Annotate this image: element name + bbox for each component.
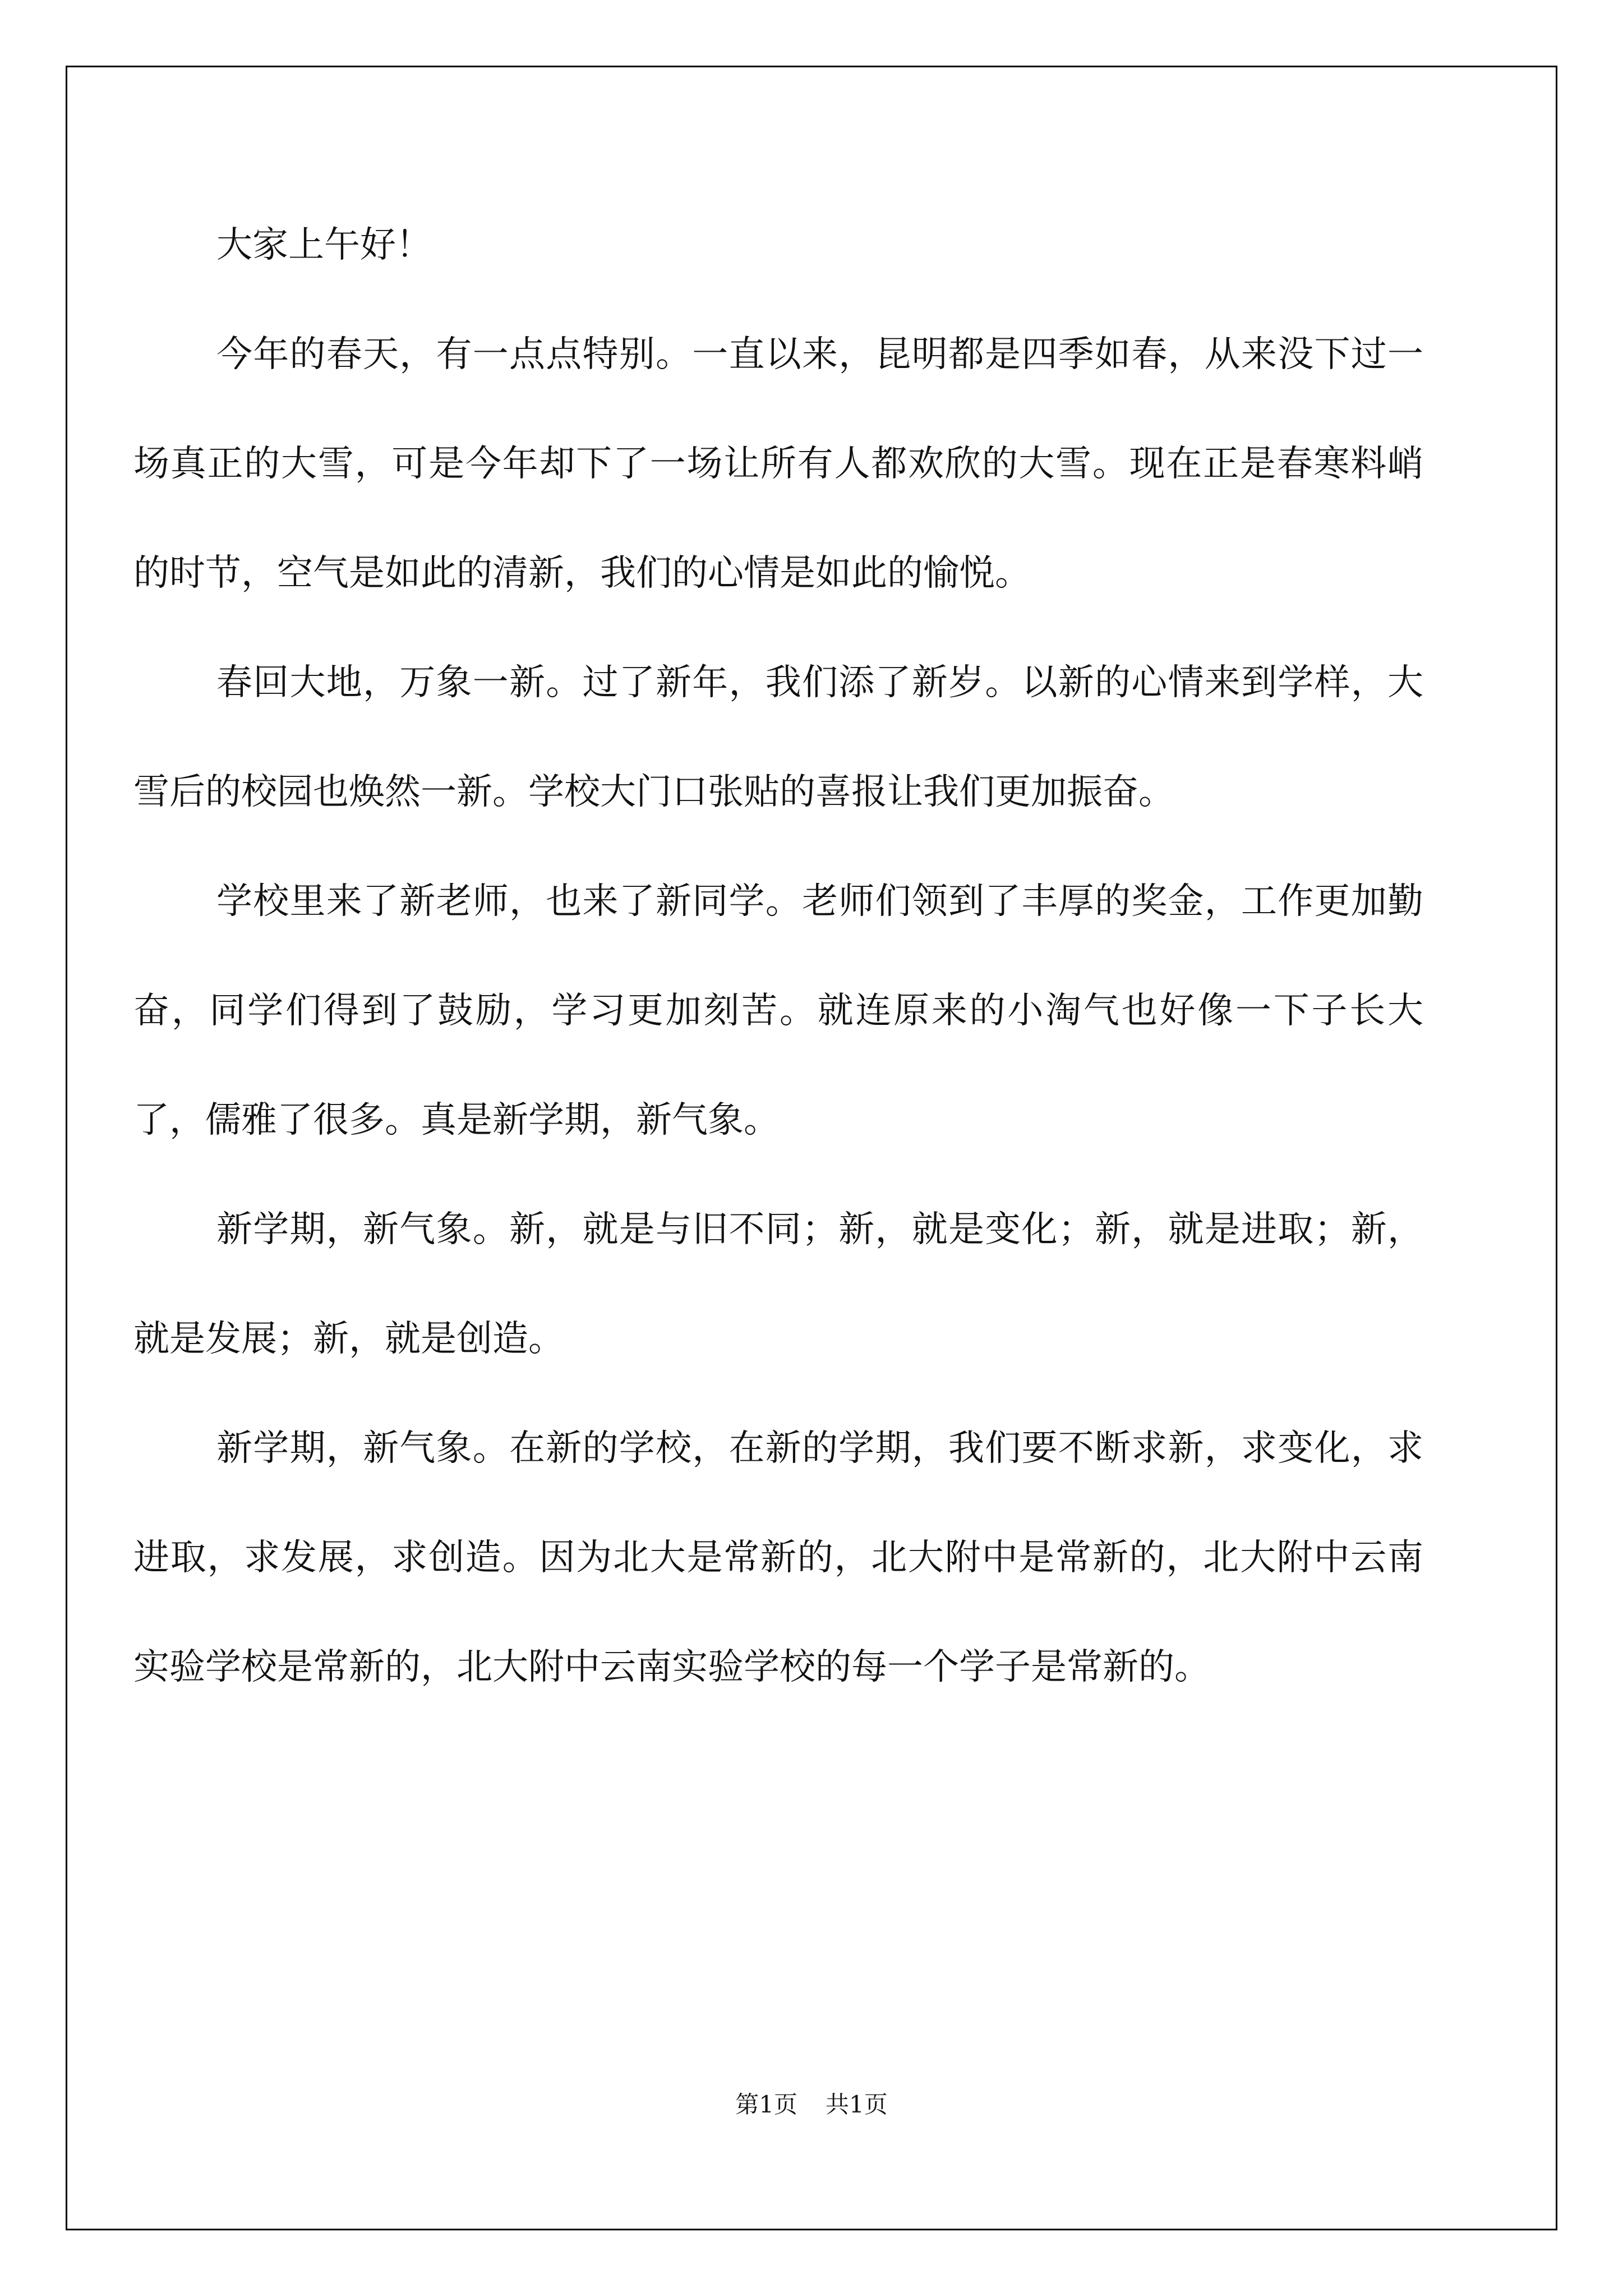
page-footer xyxy=(0,2088,1623,2122)
paragraph-spring: 今年的春天，有一点点特别。一直以来，昆明都是四季如春，从来没下过一场真正的大雪，可是今年却下了一场让所有人都欢欣的大雪。现在正是春寒料峭的时节，空气是如此的清新，我们的心情是如此的愉悦。 xyxy=(133,334,1423,594)
paragraph-greeting: 大家上午好！ xyxy=(216,224,432,266)
paragraph-seek-new: 新学期，新气象。在新的学校，在新的学期，我们要不断求新，求变化，求进取，求发展，求创造。因为北大是常新的，北大附中是常新的，北大附中云南实验学校是常新的，北大附中云南实验学校的每一个学子是常新的。 xyxy=(133,1428,1423,1688)
page-number-total: 共1页 xyxy=(826,2091,888,2118)
paragraph-meaning-of-new: 新学期，新气象。新，就是与旧不同；新，就是变化；新，就是进取；新，就是发展；新，就是创造。 xyxy=(133,1209,1423,1360)
document-body xyxy=(133,191,1423,1722)
paragraph-new-year: 春回大地，万象一新。过了新年，我们添了新岁。以新的心情来到学样，大雪后的校园也焕然一新。学校大门口张贴的喜报让我们更加振奋。 xyxy=(133,662,1423,813)
paragraph-new-teachers: 学校里来了新老师，也来了新同学。老师们领到了丰厚的奖金，工作更加勤奋，同学们得到了鼓励，学习更加刻苦。就连原来的小淘气也好像一下子长大了，儒雅了很多。真是新学期，新气象。 xyxy=(133,881,1423,1141)
page-number-current: 第1页 xyxy=(735,2091,797,2118)
